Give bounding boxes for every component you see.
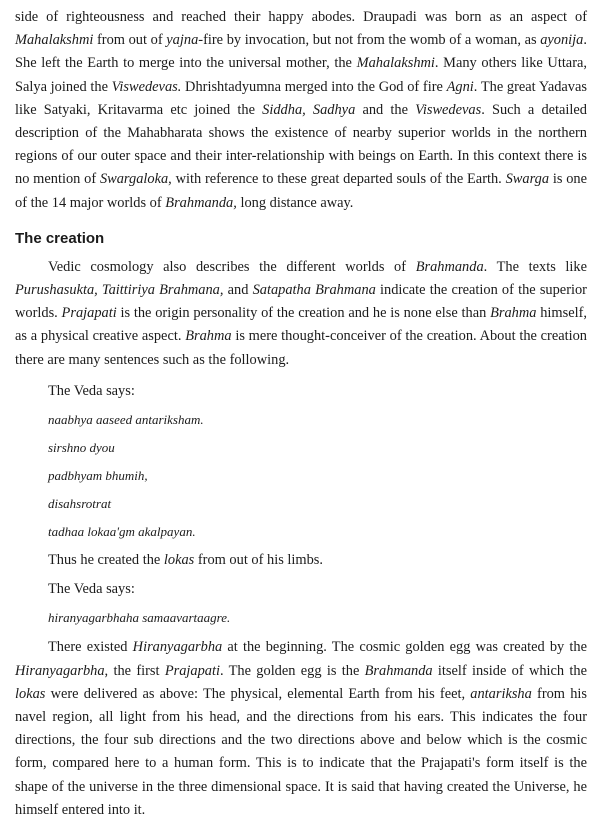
paragraph-vedic-cosmology: Vedic cosmology also describes the different worlds of Brahmanda. The texts like Purushasukta, Taittiriya Brahmana, and Satapatha Brahmana indicate the creation of the superior worlds. Prajapati is the origin personality of the creation and he is none else than Brahma himself, as a physical creative aspect. Brahma is mere thought-conceiver of the creation. About the creation there are many sentences such as the following.: [15, 258, 588, 368]
paragraph-draupadi: side of righteousness and reached their happy abodes. Draupadi was born as an aspect of Mahalakshmi from out of yajna-fire by invocation, but not from the womb of a woman, as ayonija. She left the Earth to merge into the universal mother, the Mahalakshmi. Many others like Uttara, Salya joined the Viswedevas. Dhrishtadyumna merged into the God of fire Agni. The great Yadavas like Satyaki, Kritavarma etc joined the Siddha, Sadhya and the Viswedevas. Such a detailed description of the Mahabharata shows the existence of nearby superior worlds in the northern regions of our outer space and their inter-relationship with beings on Earth. In this context there is no mention of Swargaloka, with reference to these great departed souls of the Earth. Swarga is one of the 14 major worlds of Brahmanda, long distance away.: [15, 9, 588, 211]
limbs-sentence: Thus he created the lokas from out of his limbs.: [48, 552, 323, 569]
veda-label: The Veda says:: [48, 581, 135, 598]
section-heading: The creation: [15, 229, 105, 247]
veda-quote-1: [48, 380, 587, 629]
verse-line: sirshno dyou: [48, 440, 115, 456]
paragraph-hiranyagarbha: There existed Hiranyagarbha at the beginning. The cosmic golden egg was created by the Hiranyagarbha, the first Prajapati. The golden egg is the Brahmanda itself inside of which the lokas were delivered as above: The physical, elemental Earth from his feet, antariksha from his navel region, all light from his head, and the directions from his ears. This indicates the four directions, the four sub directions and the two directions above and below which is the cosmic form, compared here to a human form. This is to indicate that the Prajapati's form itself is the shape of the universe in the three dimensional space. It is said that having created the Universe, he himself entered into it.: [15, 639, 588, 818]
verse-line: hiranyagarbhaha samaavartaagre.: [48, 610, 231, 626]
veda-label: The Veda says:: [48, 382, 135, 399]
verse-line: padbhyam bhumih,: [48, 468, 148, 484]
verse-line: tadhaa lokaa'gm akalpayan.: [48, 524, 196, 540]
verse-line: naabhya aaseed antariksham.: [48, 412, 204, 428]
verse-line: disahsrotrat: [48, 496, 112, 512]
